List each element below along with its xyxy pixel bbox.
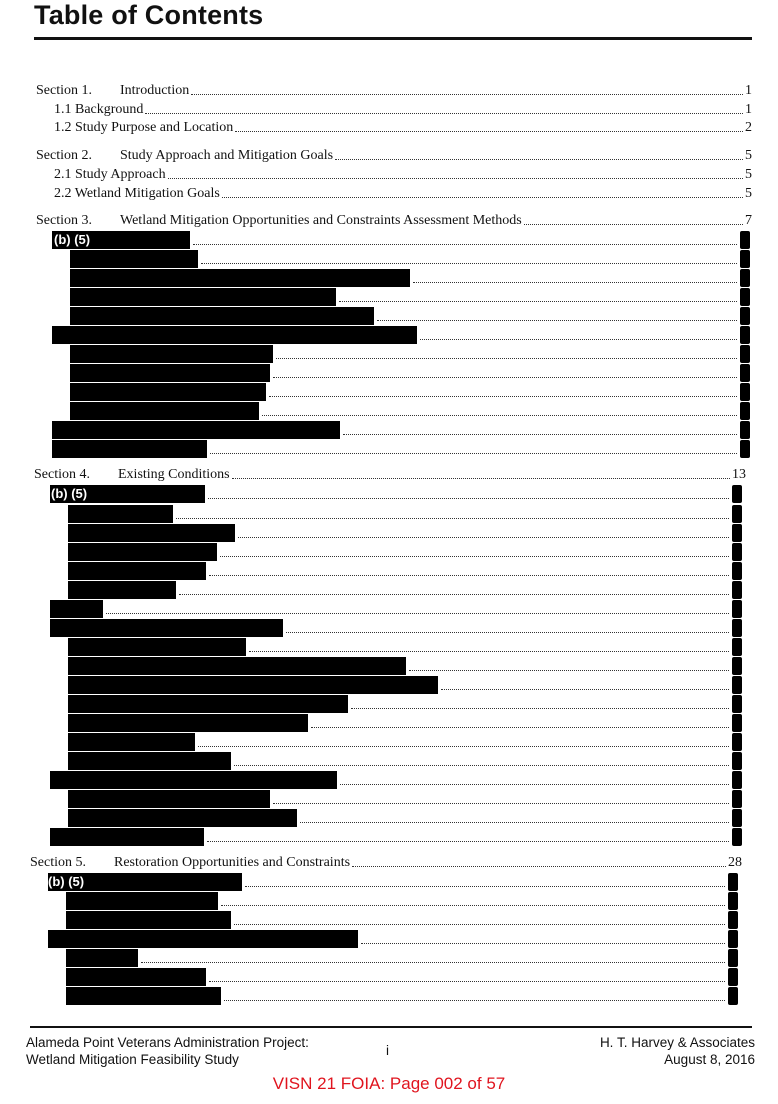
redaction-bar [66,968,206,986]
redacted-page-number [732,828,742,846]
redaction-bar [70,307,374,325]
toc-subsection-1-2[interactable] [54,118,752,136]
redacted-page-number [732,581,742,599]
redaction-bar [52,326,417,344]
redaction-bar [50,619,283,637]
footer-company: H. T. Harvey & Associates [599,1035,755,1050]
page-number: 2 [745,120,752,135]
page-number: 7 [745,213,752,228]
redacted-page-number [740,364,750,382]
dot-leader [343,434,737,435]
page-number: 28 [728,855,742,870]
toc-section-4[interactable] [34,465,746,483]
dot-leader [201,263,737,264]
redacted-line [0,524,778,542]
redacted-page-number [732,790,742,808]
dot-leader [311,727,729,728]
redaction-bar [68,714,308,732]
redacted-line [0,968,778,986]
toc-subsection-2-2[interactable] [54,184,752,202]
section-title: Existing Conditions [118,467,230,482]
redacted-line [0,790,778,808]
redacted-line [0,288,778,306]
dot-leader [377,320,737,321]
redacted-page-number [728,949,738,967]
page-title: Table of Contents [34,0,264,30]
redaction-bar [52,421,340,439]
redacted-line [0,250,778,268]
dot-leader [168,177,743,179]
redacted-line [0,383,778,401]
subsection-title: 2.2 Wetland Mitigation Goals [54,186,220,201]
redacted-line [0,733,778,751]
redaction-bar [50,771,337,789]
section-number: Section 4. [34,467,90,482]
section-number: Section 2. [36,148,92,163]
redaction-bar [50,828,204,846]
redacted-page-number [732,562,742,580]
redacted-page-number [728,987,738,1005]
dot-leader [351,708,729,709]
redacted-page-number [732,676,742,694]
section-number: Section 5. [30,855,86,870]
dot-leader [176,518,729,519]
redaction-bar [70,269,410,287]
dot-leader [276,358,737,359]
redacted-line [0,402,778,420]
redacted-line [0,714,778,732]
redaction-bar [52,440,207,458]
dot-leader [179,594,729,595]
redacted-page-number [740,326,750,344]
footer-right [600,1034,755,1068]
redacted-page-number [728,968,738,986]
dot-leader [106,613,729,614]
dot-leader [234,765,729,766]
dot-leader [269,396,737,397]
dot-leader [191,93,743,95]
redacted-page-number [732,600,742,618]
redacted-line [0,581,778,599]
redaction-bar [68,695,348,713]
redaction-bar [48,930,358,948]
dot-leader [352,865,726,867]
dot-leader [224,1000,725,1001]
dot-leader [141,962,725,963]
redaction-bar [70,288,336,306]
redaction-bar [70,402,259,420]
redacted-line [0,892,778,910]
redacted-page-number [740,421,750,439]
dot-leader [413,282,737,283]
dot-leader [193,244,737,245]
redacted-page-number [740,440,750,458]
redaction-bar [68,638,246,656]
toc-section-2[interactable] [36,146,752,164]
redaction-exemption-label: (b) (5) [48,874,85,889]
redaction-exemption-label: (b) (5) [54,232,91,247]
subsection-title: 1.1 Background [54,102,144,117]
page-number: 1 [745,83,752,98]
dot-leader [335,158,743,160]
section-title: Introduction [120,83,190,98]
footer-left [26,1034,309,1068]
section-number: Section 3. [36,213,92,228]
subsection-title: 2.1 Study Approach [54,167,166,182]
redacted-line [0,269,778,287]
redacted-page-number [728,892,738,910]
redaction-bar [70,345,273,363]
redacted-page-number [732,524,742,542]
dot-leader [221,905,725,906]
footer-project: Alameda Point Veterans Administration Project: [26,1035,309,1050]
dot-leader [198,746,729,747]
redacted-line [0,676,778,694]
redacted-line [0,809,778,827]
dot-leader [222,196,743,198]
redacted-page-number [728,930,738,948]
page-number: 5 [745,148,752,163]
dot-leader [300,822,729,823]
redaction-bar [66,987,221,1005]
dot-leader [273,803,729,804]
dot-leader [235,130,743,132]
dot-leader [232,477,730,479]
redaction-bar [68,809,297,827]
redaction-bar [68,581,176,599]
redacted-line [0,930,778,948]
section-number: Section 1. [36,83,92,98]
redaction-bar [66,949,138,967]
redacted-line [0,828,778,846]
redacted-line [0,949,778,967]
page-number: 13 [732,467,746,482]
dot-leader [207,841,729,842]
redacted-page-number [740,250,750,268]
redaction-bar [68,676,438,694]
redacted-page-number [732,733,742,751]
dot-leader [245,886,725,887]
redacted-page-number [732,752,742,770]
redacted-line [0,987,778,1005]
redacted-line [0,638,778,656]
redacted-line [0,440,778,458]
redacted-line [0,485,778,503]
dot-leader [273,377,737,378]
redacted-line [0,657,778,675]
foia-stamp: VISN 21 FOIA: Page 002 of 57 [272,1074,506,1093]
redaction-bar [66,892,218,910]
dot-leader [524,223,743,225]
redaction-bar [66,911,231,929]
dot-leader [409,670,729,671]
redaction-bar [50,600,103,618]
redacted-page-number [728,911,738,929]
redaction-bar [70,250,198,268]
redaction-bar [68,752,231,770]
redacted-page-number [740,288,750,306]
dot-leader [340,784,729,785]
redacted-line [0,695,778,713]
section-title: Study Approach and Mitigation Goals [120,148,334,163]
dot-leader [209,981,725,982]
dot-leader [210,453,737,454]
dot-leader [420,339,737,340]
page-number: 5 [745,186,752,201]
redacted-line [0,752,778,770]
redacted-page-number [732,657,742,675]
redaction-bar [68,543,217,561]
dot-leader [238,537,729,538]
redacted-line [0,562,778,580]
redacted-page-number [740,345,750,363]
dot-leader [208,498,729,499]
toc-subsection-1-1[interactable] [54,100,752,118]
redacted-page-number [732,543,742,561]
redacted-page-number [732,695,742,713]
redaction-bar [68,790,270,808]
section-title: Restoration Opportunities and Constraints [114,855,351,870]
redacted-page-number [740,231,750,249]
toc-section-5[interactable] [30,853,742,871]
redacted-line [0,543,778,561]
redacted-line [0,364,778,382]
footer-study: Wetland Mitigation Feasibility Study [26,1052,239,1067]
redacted-line [0,911,778,929]
footer-page-number: i [386,1043,389,1058]
redacted-page-number [740,269,750,287]
redacted-page-number [728,873,738,891]
dot-leader [441,689,729,690]
dot-leader [145,112,743,114]
redaction-bar [68,524,235,542]
dot-leader [209,575,729,576]
section-title: Wetland Mitigation Opportunities and Constraints Assessment Methods [120,213,522,228]
redacted-page-number [732,771,742,789]
dot-leader [249,651,729,652]
redaction-bar [70,364,270,382]
page-number: 1 [745,102,752,117]
dot-leader [220,556,729,557]
redacted-page-number [732,714,742,732]
redacted-line [0,421,778,439]
dot-leader [286,632,729,633]
page-number: 5 [745,167,752,182]
dot-leader [234,924,725,925]
toc-section-3[interactable] [36,211,752,229]
redacted-line [0,231,778,249]
redacted-line [0,873,778,891]
toc-subsection-2-1[interactable] [54,165,752,183]
redacted-page-number [740,383,750,401]
redacted-line [0,771,778,789]
redacted-page-number [732,505,742,523]
redacted-line [0,345,778,363]
dot-leader [262,415,737,416]
redaction-exemption-label: (b) (5) [51,486,88,501]
redaction-bar [68,505,173,523]
redacted-line [0,505,778,523]
subsection-title: 1.2 Study Purpose and Location [54,120,234,135]
redaction-bar [70,383,266,401]
redacted-page-number [732,619,742,637]
redacted-page-number [740,402,750,420]
redaction-bar [68,657,406,675]
redacted-page-number [740,307,750,325]
toc-section-1[interactable] [36,81,752,99]
redaction-bar [68,562,206,580]
redacted-line [0,619,778,637]
redaction-bar [68,733,195,751]
dot-leader [339,301,737,302]
redacted-page-number [732,638,742,656]
redacted-line [0,326,778,344]
redacted-line [0,600,778,618]
footer-rule [30,1026,752,1028]
redacted-page-number [732,485,742,503]
dot-leader [361,943,725,944]
footer-date: August 8, 2016 [664,1052,755,1067]
redacted-line [0,307,778,325]
redacted-page-number [732,809,742,827]
